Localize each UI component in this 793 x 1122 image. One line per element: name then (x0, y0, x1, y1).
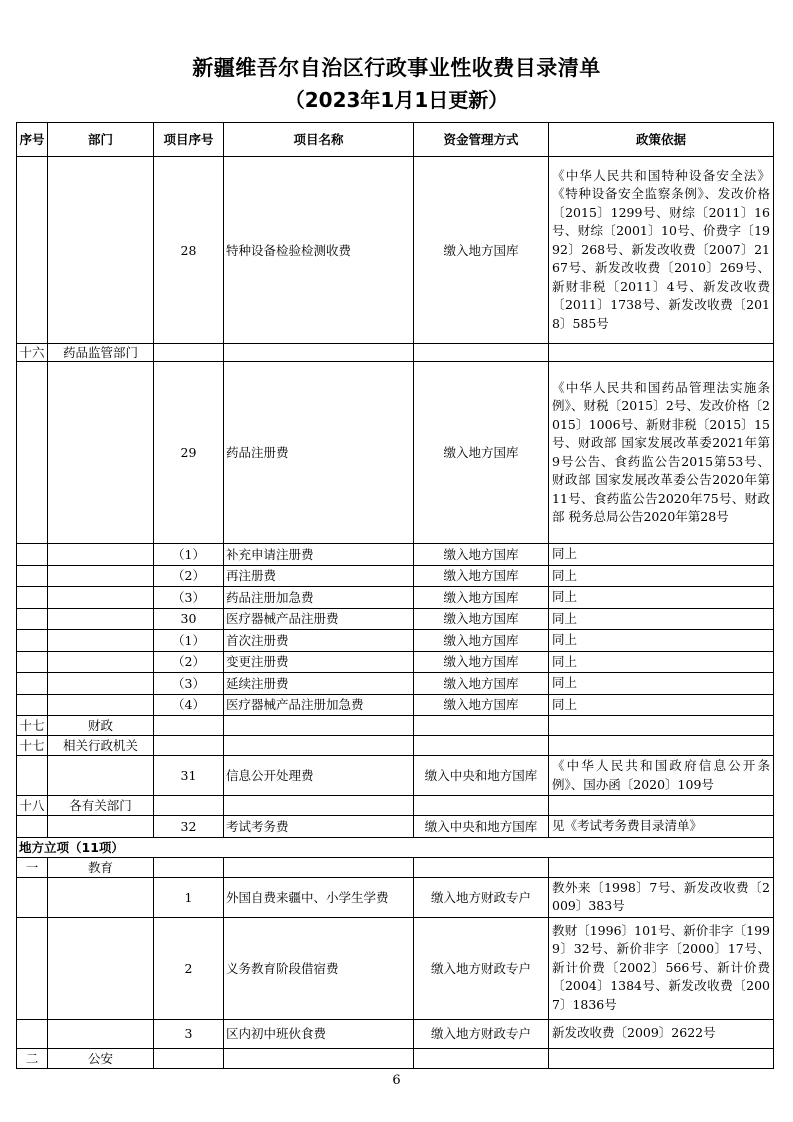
fund-cell (414, 857, 549, 877)
dept-cell (48, 1019, 154, 1048)
fund-cell: 缴入地方国库 (414, 362, 549, 544)
item-no-cell: 1 (154, 877, 224, 917)
item-name-cell: 补充申请注册费 (224, 544, 414, 566)
dept-cell (48, 816, 154, 838)
seq-cell (17, 756, 48, 796)
policy-cell (549, 344, 774, 362)
document-subtitle: （2023年1月1日更新） (284, 88, 509, 112)
policy-cell: 教财〔1996〕101号、新价非字〔1999〕32号、新价非字〔2000〕17号、新计价费〔2002〕566号、新计价费〔2004〕1384号、新发改收费〔2007〕1836号 (549, 917, 774, 1019)
seq-cell (17, 917, 48, 1019)
policy-cell (549, 796, 774, 816)
dept-cell (48, 565, 154, 587)
dept-cell (48, 362, 154, 544)
dept-cell (48, 544, 154, 566)
policy-cell: 《中华人民共和国政府信息公开条例》、国办函〔2020〕109号 (549, 756, 774, 796)
seq-cell (17, 587, 48, 609)
policy-cell: 教外来〔1998〕7号、新发改收费〔2009〕383号 (549, 877, 774, 917)
item-name-cell: 特种设备检验检测收费 (224, 157, 414, 344)
fee-table (16, 122, 774, 1069)
policy-cell (549, 1048, 774, 1068)
fund-cell: 缴入地方国库 (414, 544, 549, 566)
dept-cell (48, 917, 154, 1019)
seq-cell: 一 (17, 857, 48, 877)
fund-cell: 缴入地方国库 (414, 587, 549, 609)
item-no-cell: 29 (154, 362, 224, 544)
fund-cell (414, 716, 549, 736)
table-row (17, 694, 774, 716)
seq-cell (17, 608, 48, 630)
table-row (17, 344, 774, 362)
dept-cell: 相关行政机关 (48, 736, 154, 756)
dept-cell: 教育 (48, 857, 154, 877)
policy-cell: 同上 (549, 587, 774, 609)
seq-cell (17, 694, 48, 716)
table-row (17, 608, 774, 630)
item-name-cell: 医疗器械产品注册加急费 (224, 694, 414, 716)
item-no-cell: （1） (154, 544, 224, 566)
seq-cell (17, 157, 48, 344)
seq-cell: 十八 (17, 796, 48, 816)
dept-cell: 公安 (48, 1048, 154, 1068)
table-row (17, 1048, 774, 1068)
header-seq: 序号 (17, 123, 48, 157)
policy-cell: 同上 (549, 673, 774, 695)
dept-cell: 药品监管部门 (48, 344, 154, 362)
dept-cell (48, 651, 154, 673)
section-row (17, 837, 774, 857)
dept-cell (48, 630, 154, 652)
table-row (17, 736, 774, 756)
table-row (17, 651, 774, 673)
fund-cell (414, 1048, 549, 1068)
dept-cell (48, 673, 154, 695)
fund-cell: 缴入中央和地方国库 (414, 756, 549, 796)
item-no-cell: （2） (154, 565, 224, 587)
fund-cell: 缴入地方国库 (414, 565, 549, 587)
table-row (17, 716, 774, 736)
item-no-cell: 31 (154, 756, 224, 796)
table-row (17, 1019, 774, 1048)
table-row (17, 587, 774, 609)
item-name-cell: 首次注册费 (224, 630, 414, 652)
policy-cell (549, 736, 774, 756)
policy-cell (549, 857, 774, 877)
dept-cell (48, 694, 154, 716)
table-row (17, 565, 774, 587)
table-row (17, 917, 774, 1019)
policy-cell: 同上 (549, 651, 774, 673)
item-no-cell: 30 (154, 608, 224, 630)
item-name-cell (224, 344, 414, 362)
table-row (17, 673, 774, 695)
item-no-cell (154, 736, 224, 756)
item-no-cell: （4） (154, 694, 224, 716)
seq-cell: 十七 (17, 736, 48, 756)
dept-cell: 财政 (48, 716, 154, 736)
dept-cell (48, 157, 154, 344)
item-no-cell (154, 716, 224, 736)
item-no-cell (154, 344, 224, 362)
table-row (17, 877, 774, 917)
seq-cell: 二 (17, 1048, 48, 1068)
table-row (17, 544, 774, 566)
fund-cell: 缴入地方国库 (414, 694, 549, 716)
seq-cell (17, 544, 48, 566)
policy-cell: 同上 (549, 608, 774, 630)
fund-cell: 缴入地方财政专户 (414, 1019, 549, 1048)
table-row (17, 630, 774, 652)
document-title: 新疆维吾尔自治区行政事业性收费目录清单 (192, 56, 601, 80)
seq-cell (17, 877, 48, 917)
dept-cell (48, 608, 154, 630)
seq-cell (17, 673, 48, 695)
item-no-cell: （1） (154, 630, 224, 652)
fund-cell: 缴入中央和地方国库 (414, 816, 549, 838)
policy-cell: 新发改收费〔2009〕2622号 (549, 1019, 774, 1048)
seq-cell: 十六 (17, 344, 48, 362)
table-row (17, 756, 774, 796)
table-row (17, 796, 774, 816)
item-no-cell (154, 796, 224, 816)
item-name-cell (224, 796, 414, 816)
item-name-cell: 区内初中班伙食费 (224, 1019, 414, 1048)
policy-cell: 《中华人民共和国药品管理法实施条例》、财税〔2015〕2号、发改价格〔2015〕1006号、新财非税〔2015〕15号、财政部 国家发展改革委2021年第9号公告、食药监公告2015第53号、财政部 国家发展改革委公告2020年第11号、食药监公告2020年75号、财政部 税务总局公告2020年第28号 (549, 362, 774, 544)
fund-cell: 缴入地方财政专户 (414, 877, 549, 917)
item-name-cell (224, 736, 414, 756)
item-name-cell: 医疗器械产品注册费 (224, 608, 414, 630)
item-name-cell (224, 716, 414, 736)
policy-cell: 同上 (549, 544, 774, 566)
dept-cell (48, 877, 154, 917)
fund-cell: 缴入地方国库 (414, 673, 549, 695)
header-dept: 部门 (48, 123, 154, 157)
seq-cell (17, 816, 48, 838)
item-name-cell (224, 1048, 414, 1068)
fund-cell: 缴入地方国库 (414, 157, 549, 344)
table-row (17, 857, 774, 877)
fund-cell (414, 736, 549, 756)
fund-cell: 缴入地方国库 (414, 651, 549, 673)
item-name-cell: 再注册费 (224, 565, 414, 587)
item-name-cell: 义务教育阶段借宿费 (224, 917, 414, 1019)
item-no-cell: （3） (154, 587, 224, 609)
policy-cell: 同上 (549, 565, 774, 587)
header-item-name: 项目名称 (224, 123, 414, 157)
seq-cell (17, 362, 48, 544)
table-row (17, 362, 774, 544)
item-no-cell: 2 (154, 917, 224, 1019)
header-policy: 政策依据 (549, 123, 774, 157)
header-fund-management: 资金管理方式 (414, 123, 549, 157)
seq-cell (17, 565, 48, 587)
fund-cell (414, 796, 549, 816)
policy-cell: 同上 (549, 694, 774, 716)
header-item-no: 项目序号 (154, 123, 224, 157)
fund-cell: 缴入地方国库 (414, 608, 549, 630)
item-name-cell: 药品注册费 (224, 362, 414, 544)
item-name-cell: 信息公开处理费 (224, 756, 414, 796)
seq-cell (17, 630, 48, 652)
dept-cell (48, 756, 154, 796)
item-no-cell (154, 1048, 224, 1068)
page-number: 6 (392, 1073, 401, 1088)
item-no-cell: 3 (154, 1019, 224, 1048)
policy-cell: 见《考试考务费目录清单》 (549, 816, 774, 838)
fund-cell: 缴入地方国库 (414, 630, 549, 652)
section-heading: 地方立项（11项） (17, 837, 774, 857)
table-header-row (17, 123, 774, 157)
item-name-cell: 延续注册费 (224, 673, 414, 695)
dept-cell (48, 587, 154, 609)
item-no-cell: 32 (154, 816, 224, 838)
item-no-cell: （3） (154, 673, 224, 695)
table-row (17, 157, 774, 344)
item-name-cell: 考试考务费 (224, 816, 414, 838)
item-no-cell: 28 (154, 157, 224, 344)
seq-cell (17, 651, 48, 673)
item-name-cell (224, 857, 414, 877)
item-name-cell: 变更注册费 (224, 651, 414, 673)
item-no-cell: （2） (154, 651, 224, 673)
seq-cell: 十七 (17, 716, 48, 736)
policy-cell: 《中华人民共和国特种设备安全法》《特种设备安全监察条例》、发改价格〔2015〕1299号、财综〔2011〕16号、财综〔2001〕10号、价费字〔1992〕268号、新发改收费〔2007〕2167号、新发改收费〔2010〕269号、新财非税〔2011〕4号、新发改收费〔2011〕1738号、新发改收费〔2018〕585号 (549, 157, 774, 344)
table-row (17, 816, 774, 838)
item-no-cell (154, 857, 224, 877)
fund-cell (414, 344, 549, 362)
policy-cell: 同上 (549, 630, 774, 652)
dept-cell: 各有关部门 (48, 796, 154, 816)
policy-cell (549, 716, 774, 736)
seq-cell (17, 1019, 48, 1048)
item-name-cell: 外国自费来疆中、小学生学费 (224, 877, 414, 917)
item-name-cell: 药品注册加急费 (224, 587, 414, 609)
fund-cell: 缴入地方财政专户 (414, 917, 549, 1019)
